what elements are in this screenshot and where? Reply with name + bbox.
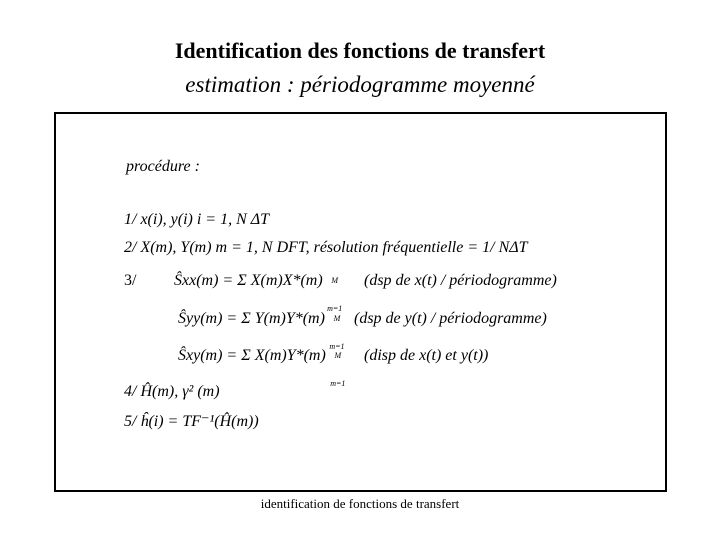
step-2: 2/ X(m), Y(m) m = 1, N DFT, résolution fréquentielle = 1/ NΔT — [124, 239, 528, 256]
syy-note: (dsp de y(t) / périodogramme) — [354, 310, 547, 327]
footer-caption: identification de fonctions de transfert — [260, 496, 460, 511]
step-5: 5/ ĥ(i) = TF⁻¹(Ĥ(m)) — [124, 413, 259, 430]
step-4: 4/ Ĥ(m), γ² (m) — [124, 383, 220, 400]
page-title: Identification des fonctions de transfert — [174, 38, 546, 63]
syy-formula: Ŝyy(m) = Σ Y(m)Y*(m) M m=1 — [178, 310, 345, 352]
sxy-note: (disp de x(t) et y(t)) — [364, 347, 489, 364]
sxx-formula: Ŝxx(m) = Σ X(m)X*(m) M m=1 — [174, 272, 343, 314]
sxx-note: (dsp de x(t) / périodogramme) — [364, 272, 557, 289]
sxy-formula: Ŝxy(m) = Σ X(m)Y*(m) M m=1 — [178, 347, 346, 389]
page-subtitle: estimation : périodogramme moyenné — [185, 72, 535, 97]
step-3-label: 3/ — [124, 272, 137, 289]
procedure-label: procédure : — [126, 158, 200, 175]
step-1: 1/ x(i), y(i) i = 1, N ΔT — [124, 211, 270, 228]
formula-panel — [54, 112, 667, 492]
